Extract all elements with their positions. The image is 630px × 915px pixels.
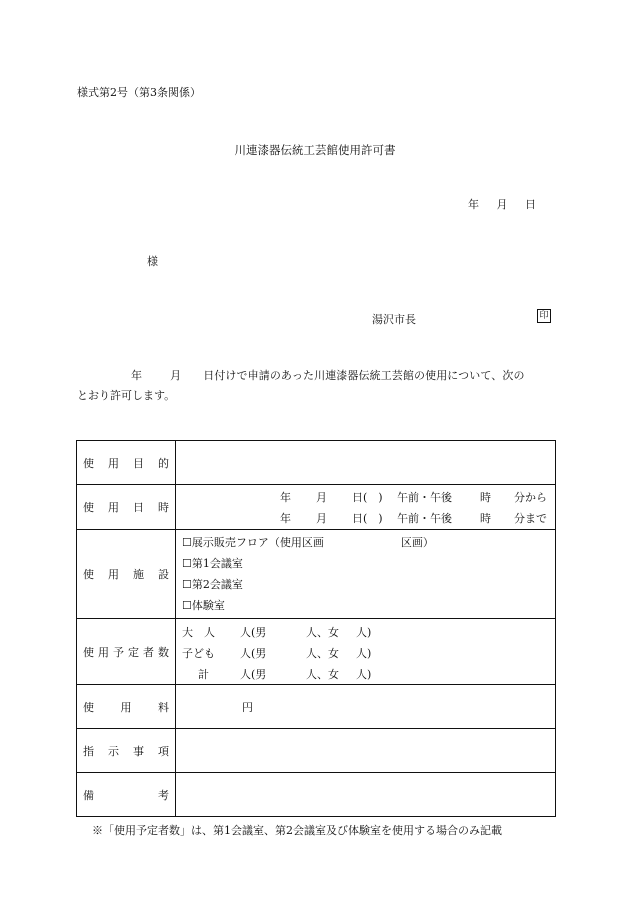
seal-stamp: 印 bbox=[537, 309, 551, 323]
remarks-label bbox=[77, 773, 176, 817]
datetime-value[interactable] bbox=[176, 485, 556, 530]
label-char: 時 bbox=[158, 501, 169, 514]
label-char: 考 bbox=[158, 788, 169, 802]
body-month: 月 bbox=[170, 369, 182, 382]
facility-meeting-room-1-checkbox[interactable]: ☐第1会議室 bbox=[182, 557, 243, 570]
body-line-1 bbox=[77, 366, 555, 386]
label-char: 料 bbox=[158, 700, 169, 714]
people-category: 大 人 bbox=[182, 626, 215, 639]
label-char: 者 bbox=[143, 645, 154, 659]
dt-month: 月 bbox=[316, 491, 327, 504]
facility-meeting-room-2-checkbox[interactable]: ☐第2会議室 bbox=[182, 578, 243, 591]
people-male: 人、女 bbox=[306, 668, 339, 681]
people-unit: 人(男 bbox=[240, 626, 267, 639]
people-category: 計 bbox=[198, 668, 209, 681]
dt-hour: 時 bbox=[480, 491, 491, 504]
label-char: 使 bbox=[83, 700, 94, 714]
facility-label bbox=[77, 530, 176, 619]
body-year: 年 bbox=[131, 369, 143, 382]
label-char: 事 bbox=[133, 744, 144, 758]
label-char: 用 bbox=[108, 568, 119, 581]
row-fee bbox=[77, 685, 556, 729]
label-char: 予 bbox=[113, 645, 124, 659]
people-category: 子ども bbox=[182, 647, 215, 660]
fee-unit: 円 bbox=[242, 700, 253, 714]
dt-ampm: 午前・午後 bbox=[397, 512, 452, 525]
permission-text bbox=[77, 366, 555, 406]
label-char: 的 bbox=[158, 456, 169, 470]
label-char: 数 bbox=[158, 645, 169, 659]
label-char: 用 bbox=[108, 456, 119, 470]
people-unit: 人(男 bbox=[240, 668, 267, 681]
people-female: 人) bbox=[356, 668, 372, 681]
date-year: 年 bbox=[468, 198, 479, 211]
people-unit: 人(男 bbox=[240, 647, 267, 660]
label-char: 用 bbox=[98, 645, 109, 659]
dt-year: 年 bbox=[280, 512, 291, 525]
label-char: 施 bbox=[133, 568, 144, 581]
dt-minute: 分から bbox=[514, 491, 547, 504]
dt-day: 日( ) bbox=[352, 512, 383, 525]
row-people bbox=[77, 619, 556, 685]
purpose-value[interactable] bbox=[176, 441, 556, 485]
datetime-label bbox=[77, 485, 176, 530]
dt-minute: 分まで bbox=[514, 512, 547, 525]
label-char: 備 bbox=[83, 788, 94, 802]
addressee: 様 bbox=[147, 255, 158, 268]
people-female: 人) bbox=[356, 626, 372, 639]
label-char: 使 bbox=[83, 568, 94, 581]
date-day: 日 bbox=[525, 198, 536, 211]
label-char: 使 bbox=[83, 501, 94, 514]
facility-experience-room-checkbox[interactable]: ☐体験室 bbox=[182, 599, 225, 612]
row-instructions bbox=[77, 729, 556, 773]
label-char: 定 bbox=[128, 645, 139, 659]
label-char: 用 bbox=[120, 700, 132, 714]
row-purpose bbox=[77, 441, 556, 485]
people-label bbox=[77, 619, 176, 685]
issue-date bbox=[468, 196, 536, 212]
label-char: 使 bbox=[83, 456, 94, 470]
label-char: 指 bbox=[83, 744, 94, 758]
people-male: 人、女 bbox=[306, 647, 339, 660]
page-title: 川連漆器伝統工芸館使用許可書 bbox=[234, 143, 396, 157]
dt-day: 日( ) bbox=[352, 491, 383, 504]
people-value[interactable] bbox=[176, 619, 556, 685]
instructions-label bbox=[77, 729, 176, 773]
facility-exhibition-checkbox[interactable]: ☐展示販売フロア（使用区画 区画） bbox=[182, 536, 434, 549]
purpose-label bbox=[77, 441, 176, 485]
row-remarks bbox=[77, 773, 556, 817]
label-char: 設 bbox=[158, 568, 169, 581]
fee-label bbox=[77, 685, 176, 729]
people-male: 人、女 bbox=[306, 626, 339, 639]
row-datetime bbox=[77, 485, 556, 530]
dt-month: 月 bbox=[316, 512, 327, 525]
label-char: 用 bbox=[108, 501, 119, 514]
facility-value bbox=[176, 530, 556, 619]
label-char: 項 bbox=[158, 744, 169, 758]
issuer: 湯沢市長 bbox=[372, 313, 416, 326]
dt-ampm: 午前・午後 bbox=[397, 491, 452, 504]
permit-table bbox=[76, 440, 556, 817]
footnote: ※「使用予定者数」は、第1会議室、第2会議室及び体験室を使用する場合のみ記載 bbox=[92, 824, 502, 837]
facility-options bbox=[176, 532, 555, 616]
body-line-2: とおり許可します。 bbox=[77, 389, 176, 402]
fee-value[interactable] bbox=[176, 685, 556, 729]
dt-hour: 時 bbox=[480, 512, 491, 525]
people-female: 人) bbox=[356, 647, 372, 660]
form-number: 様式第2号（第3条関係） bbox=[77, 86, 201, 99]
dt-year: 年 bbox=[280, 491, 291, 504]
label-char: 目 bbox=[133, 456, 144, 470]
label-char: 示 bbox=[108, 744, 119, 758]
date-month: 月 bbox=[496, 198, 508, 211]
remarks-value[interactable] bbox=[176, 773, 556, 817]
row-facility bbox=[77, 530, 556, 619]
label-char: 日 bbox=[133, 501, 144, 514]
instructions-value[interactable] bbox=[176, 729, 556, 773]
body-line1-rest: 日付けで申請のあった川連漆器伝統工芸館の使用について、次の bbox=[203, 369, 525, 382]
label-char: 使 bbox=[83, 645, 94, 659]
